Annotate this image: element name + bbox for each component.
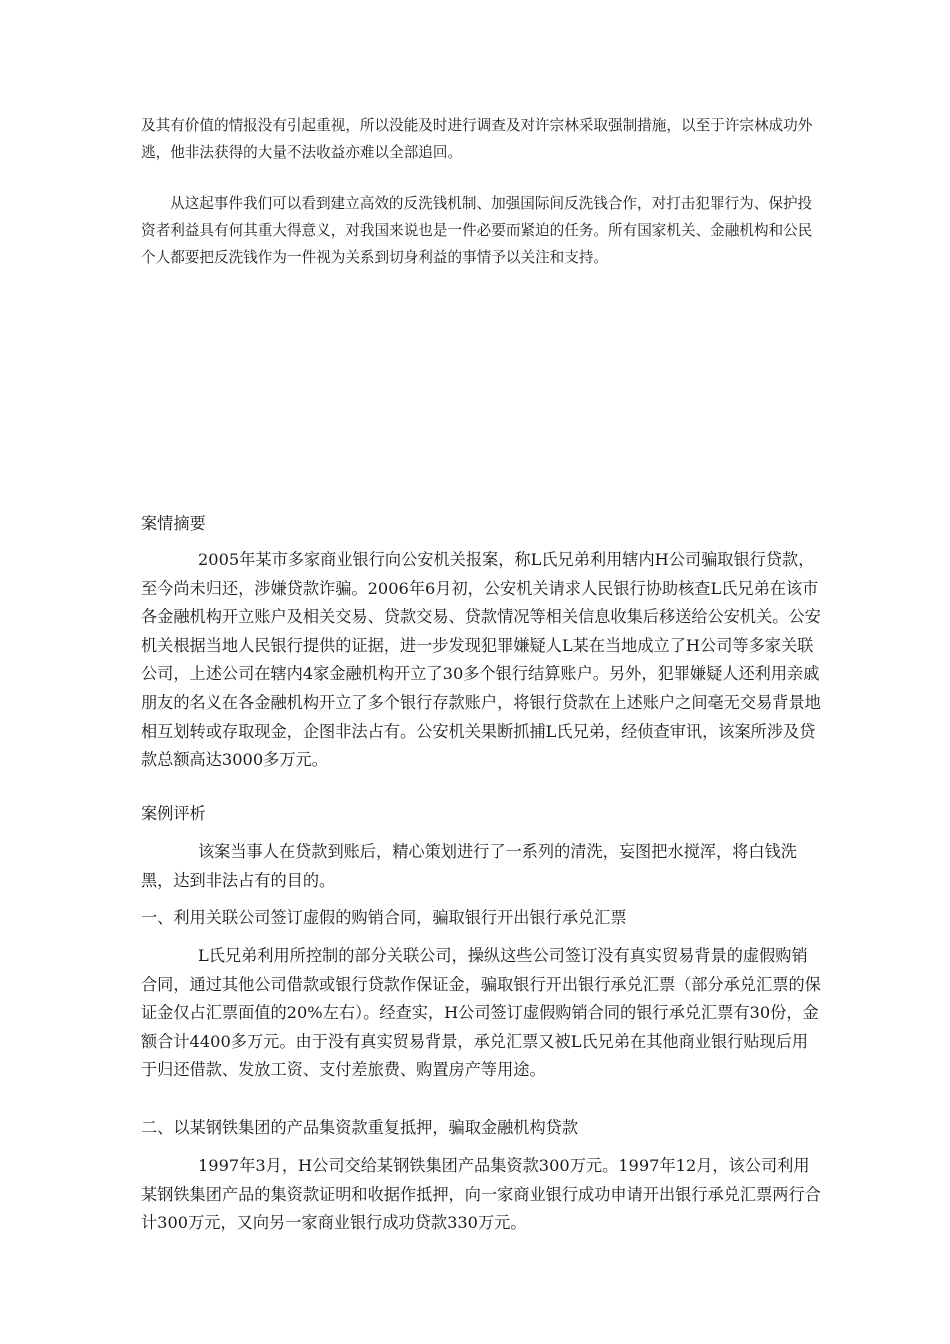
paragraph-section-2: 1997年3月，H公司交给某钢铁集团产品集资款300万元。1997年12月，该公司利用某钢铁集团产品的集资款证明和收据作抵押，向一家商业银行成功申请开出银行承兑汇票两行合计300万元，又向另一家商业银行成功贷款330万元。 bbox=[141, 1156, 821, 1233]
heading-case-summary: 案情摘要 bbox=[141, 514, 206, 533]
paragraph-case-summary: 2005年某市多家商业银行向公安机关报案，称L氏兄弟利用辖内H公司骗取银行贷款，至今尚未归还，涉嫌贷款诈骗。2006年6月初，公安机关请求人民银行协助核查L氏兄弟在该市各金融机构开立账户及相关交易、贷款交易、贷款情况等相关信息收集后移送给公安机关。公安机关根据当地人民银行提供的证据，进一步发现犯罪嫌疑人L某在当地成立了H公司等多家关联公司，上述公司在辖内4家金融机构开立了30多个银行结算账户。另外，犯罪嫌疑人还利用亲戚朋友的名义在各金融机构开立了多个银行存款账户，将银行贷款在上述账户之间毫无交易背景地相互划转或存取现金，企图非法占有。公安机关果断抓捕L氏兄弟，经侦查审讯，该案所涉及贷款总额高达3000多万元。 bbox=[141, 550, 821, 770]
section-2-body bbox=[141, 1152, 821, 1238]
paragraph-section-1: L氏兄弟利用所控制的部分关联公司，操纵这些公司签订没有真实贸易背景的虚假购销合同，通过其他公司借款或银行贷款作保证金，骗取银行开出银行承兑汇票（部分承兑汇票的保证金仅占汇票面值的20%左右）。经查实，H公司签订虚假购销合同的银行承兑汇票有30份，金额合计4400多万元。由于没有真实贸易背景，承兑汇票又被L氏兄弟在其他商业银行贴现后用于归还借款、发放工资、支付差旅费、购置房产等用途。 bbox=[141, 946, 821, 1080]
intro-paragraph bbox=[141, 112, 821, 166]
heading-section-2: 二、以某钢铁集团的产品集资款重复抵押，骗取金融机构贷款 bbox=[141, 1118, 579, 1137]
heading-section-1: 一、利用关联公司签订虚假的购销合同，骗取银行开出银行承兑汇票 bbox=[141, 908, 627, 927]
paragraph-conclusion: 从这起事件我们可以看到建立高效的反洗钱机制、加强国际间反洗钱合作，对打击犯罪行为、保护投资者利益具有何其重大得意义，对我国来说也是一件必要而紧迫的任务。所有国家机关、金融机构和公民个人都要把反洗钱作为一件视为关系到切身利益的事情予以关注和支持。 bbox=[141, 195, 813, 266]
section-1-body bbox=[141, 942, 821, 1085]
paragraph-continuation: 及其有价值的情报没有引起重视，所以没能及时进行调查及对许宗林采取强制措施，以至于许宗林成功外逃，他非法获得的大量不法收益亦难以全部追回。 bbox=[141, 117, 813, 161]
conclusion-paragraph bbox=[141, 190, 821, 271]
heading-case-analysis: 案例评析 bbox=[141, 804, 206, 823]
case-summary-body bbox=[141, 546, 821, 775]
paragraph-case-analysis: 该案当事人在贷款到账后，精心策划进行了一系列的清洗，妄图把水搅浑，将白钱洗黑，达到非法占有的目的。 bbox=[141, 842, 797, 890]
case-analysis-body bbox=[141, 838, 821, 895]
